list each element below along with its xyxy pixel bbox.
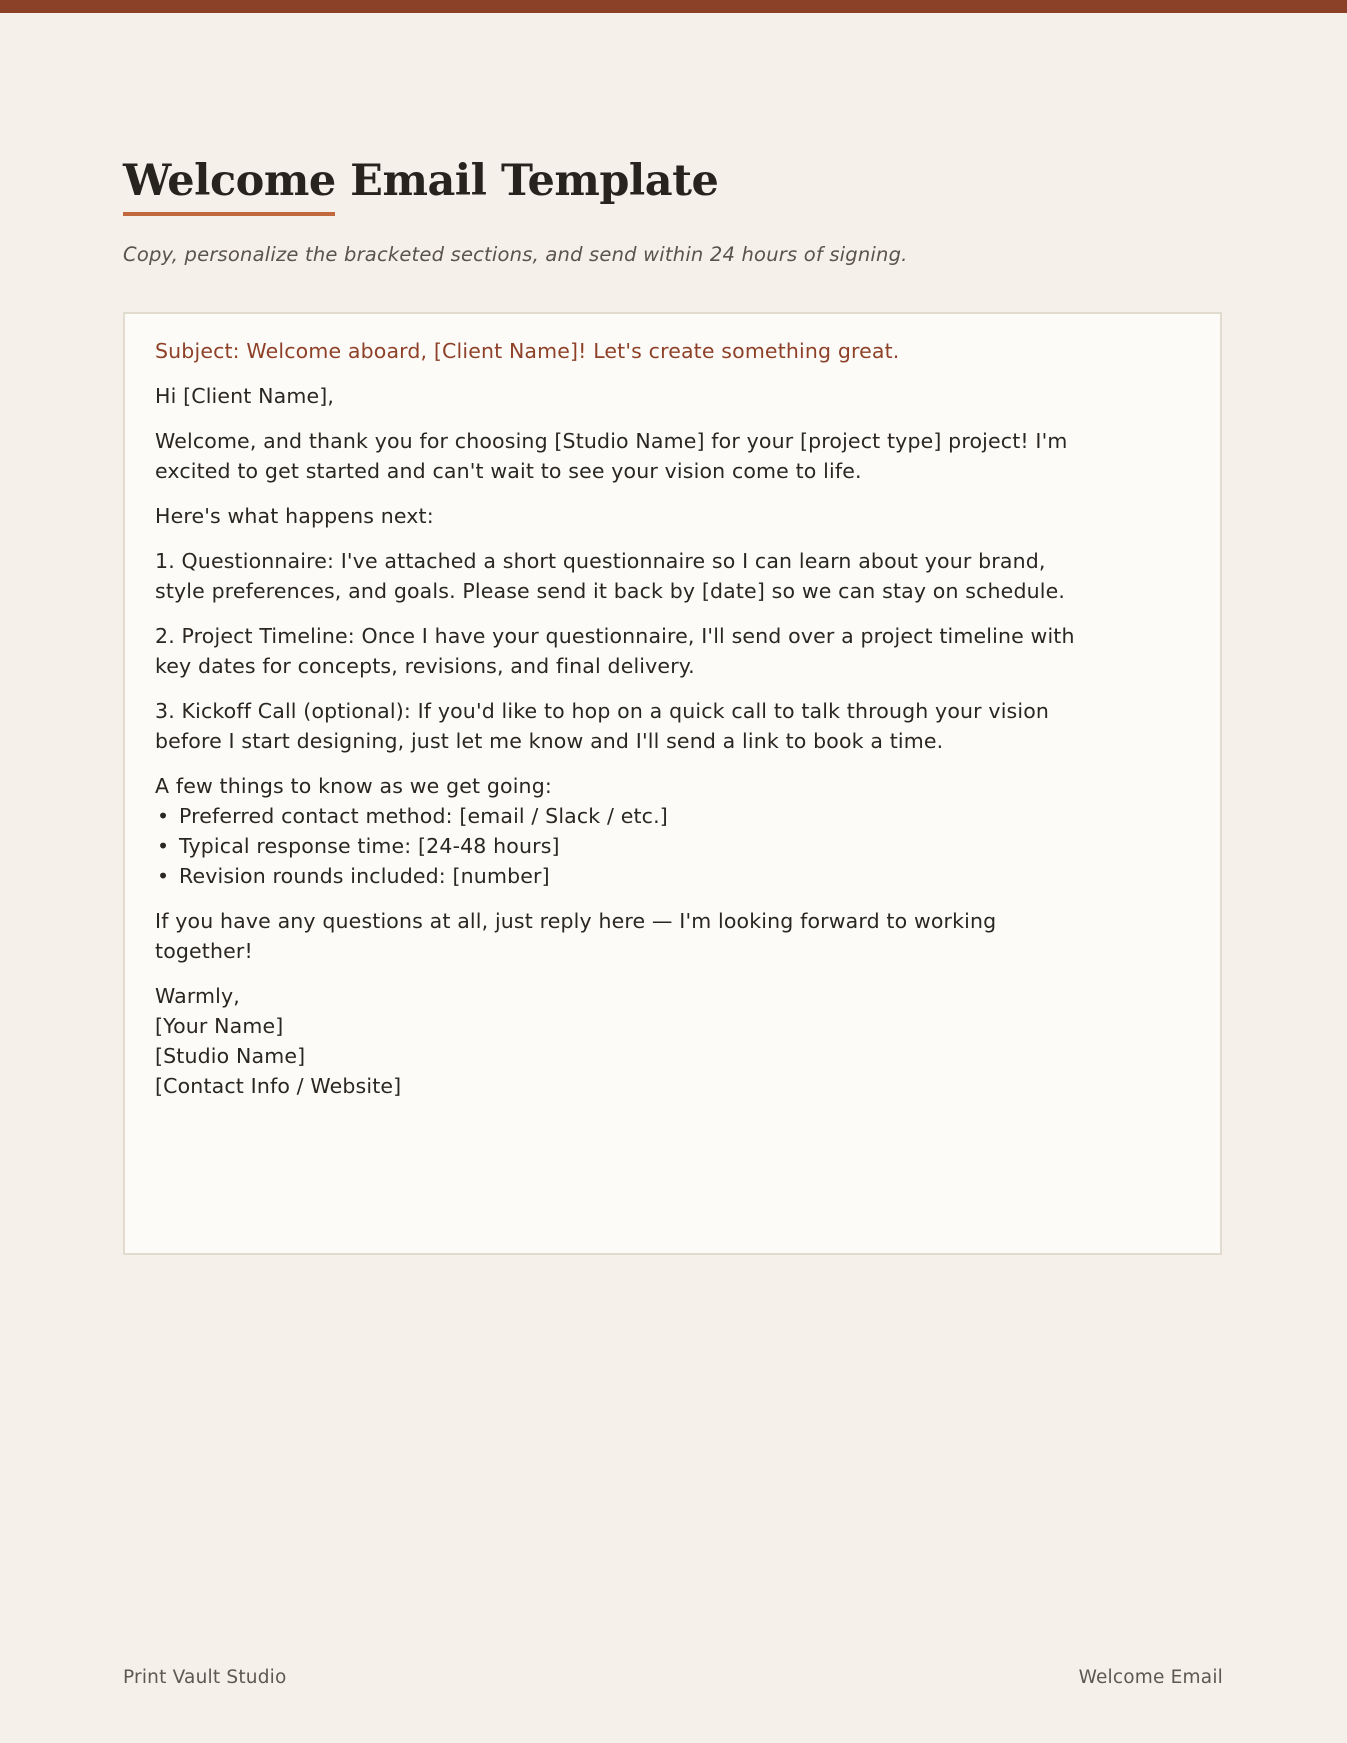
step-project-timeline: 2. Project Timeline: Once I have your questionnaire, I'll send over a project timeline with key dates for concepts, revisions, and final delivery. (155, 624, 1075, 678)
step-questionnaire: 1. Questionnaire: I've attached a short questionnaire so I can learn about your brand, style preferences, and goals. Please send it back by [date] so we can stay on schedule. (155, 549, 1066, 603)
next-steps-intro: Here's what happens next: (155, 504, 434, 528)
title-underline (123, 212, 335, 216)
footer-brand: Print Vault Studio (123, 1667, 287, 1688)
top-accent-bar (0, 0, 1347, 13)
list-item: • Preferred contact method: [email / Slack / etc.] (155, 801, 1085, 831)
signoff: Warmly, (155, 984, 240, 1008)
signature-contact: [Contact Info / Website] (155, 1074, 402, 1098)
email-template-panel[interactable] (123, 312, 1222, 1255)
footer-page-label: Welcome Email (1078, 1667, 1223, 1688)
instructions-text: Copy, personalize the bracketed sections, and send within 24 hours of signing. (123, 243, 908, 266)
welcome-paragraph: Welcome, and thank you for choosing [Studio Name] for your [project type] project! I'm excited to get started and can't wait to see your vision come to life. (155, 429, 1068, 483)
page-title: Welcome Email Template (123, 156, 719, 206)
list-item: • Revision rounds included: [number] (155, 861, 1085, 891)
things-list (155, 801, 1085, 891)
signature-studio: [Studio Name] (155, 1044, 306, 1068)
list-item: • Typical response time: [24-48 hours] (155, 831, 1085, 861)
signature-block (155, 981, 1085, 1101)
things-intro: A few things to know as we get going: (155, 774, 552, 798)
page-header (123, 152, 1223, 216)
step-kickoff-call: 3. Kickoff Call (optional): If you'd like to hop on a quick call to talk through your vision before I start designing, just let me know and I'll send a link to book a time. (155, 699, 1050, 753)
email-body (155, 336, 1085, 1116)
closing-paragraph: If you have any questions at all, just reply here — I'm looking forward to working together! (155, 909, 997, 963)
email-subject: Subject: Welcome aboard, [Client Name]! Let's create something great. (155, 339, 900, 363)
email-greeting: Hi [Client Name], (155, 384, 335, 408)
signature-name: [Your Name] (155, 1014, 284, 1038)
things-to-know (155, 771, 1085, 891)
